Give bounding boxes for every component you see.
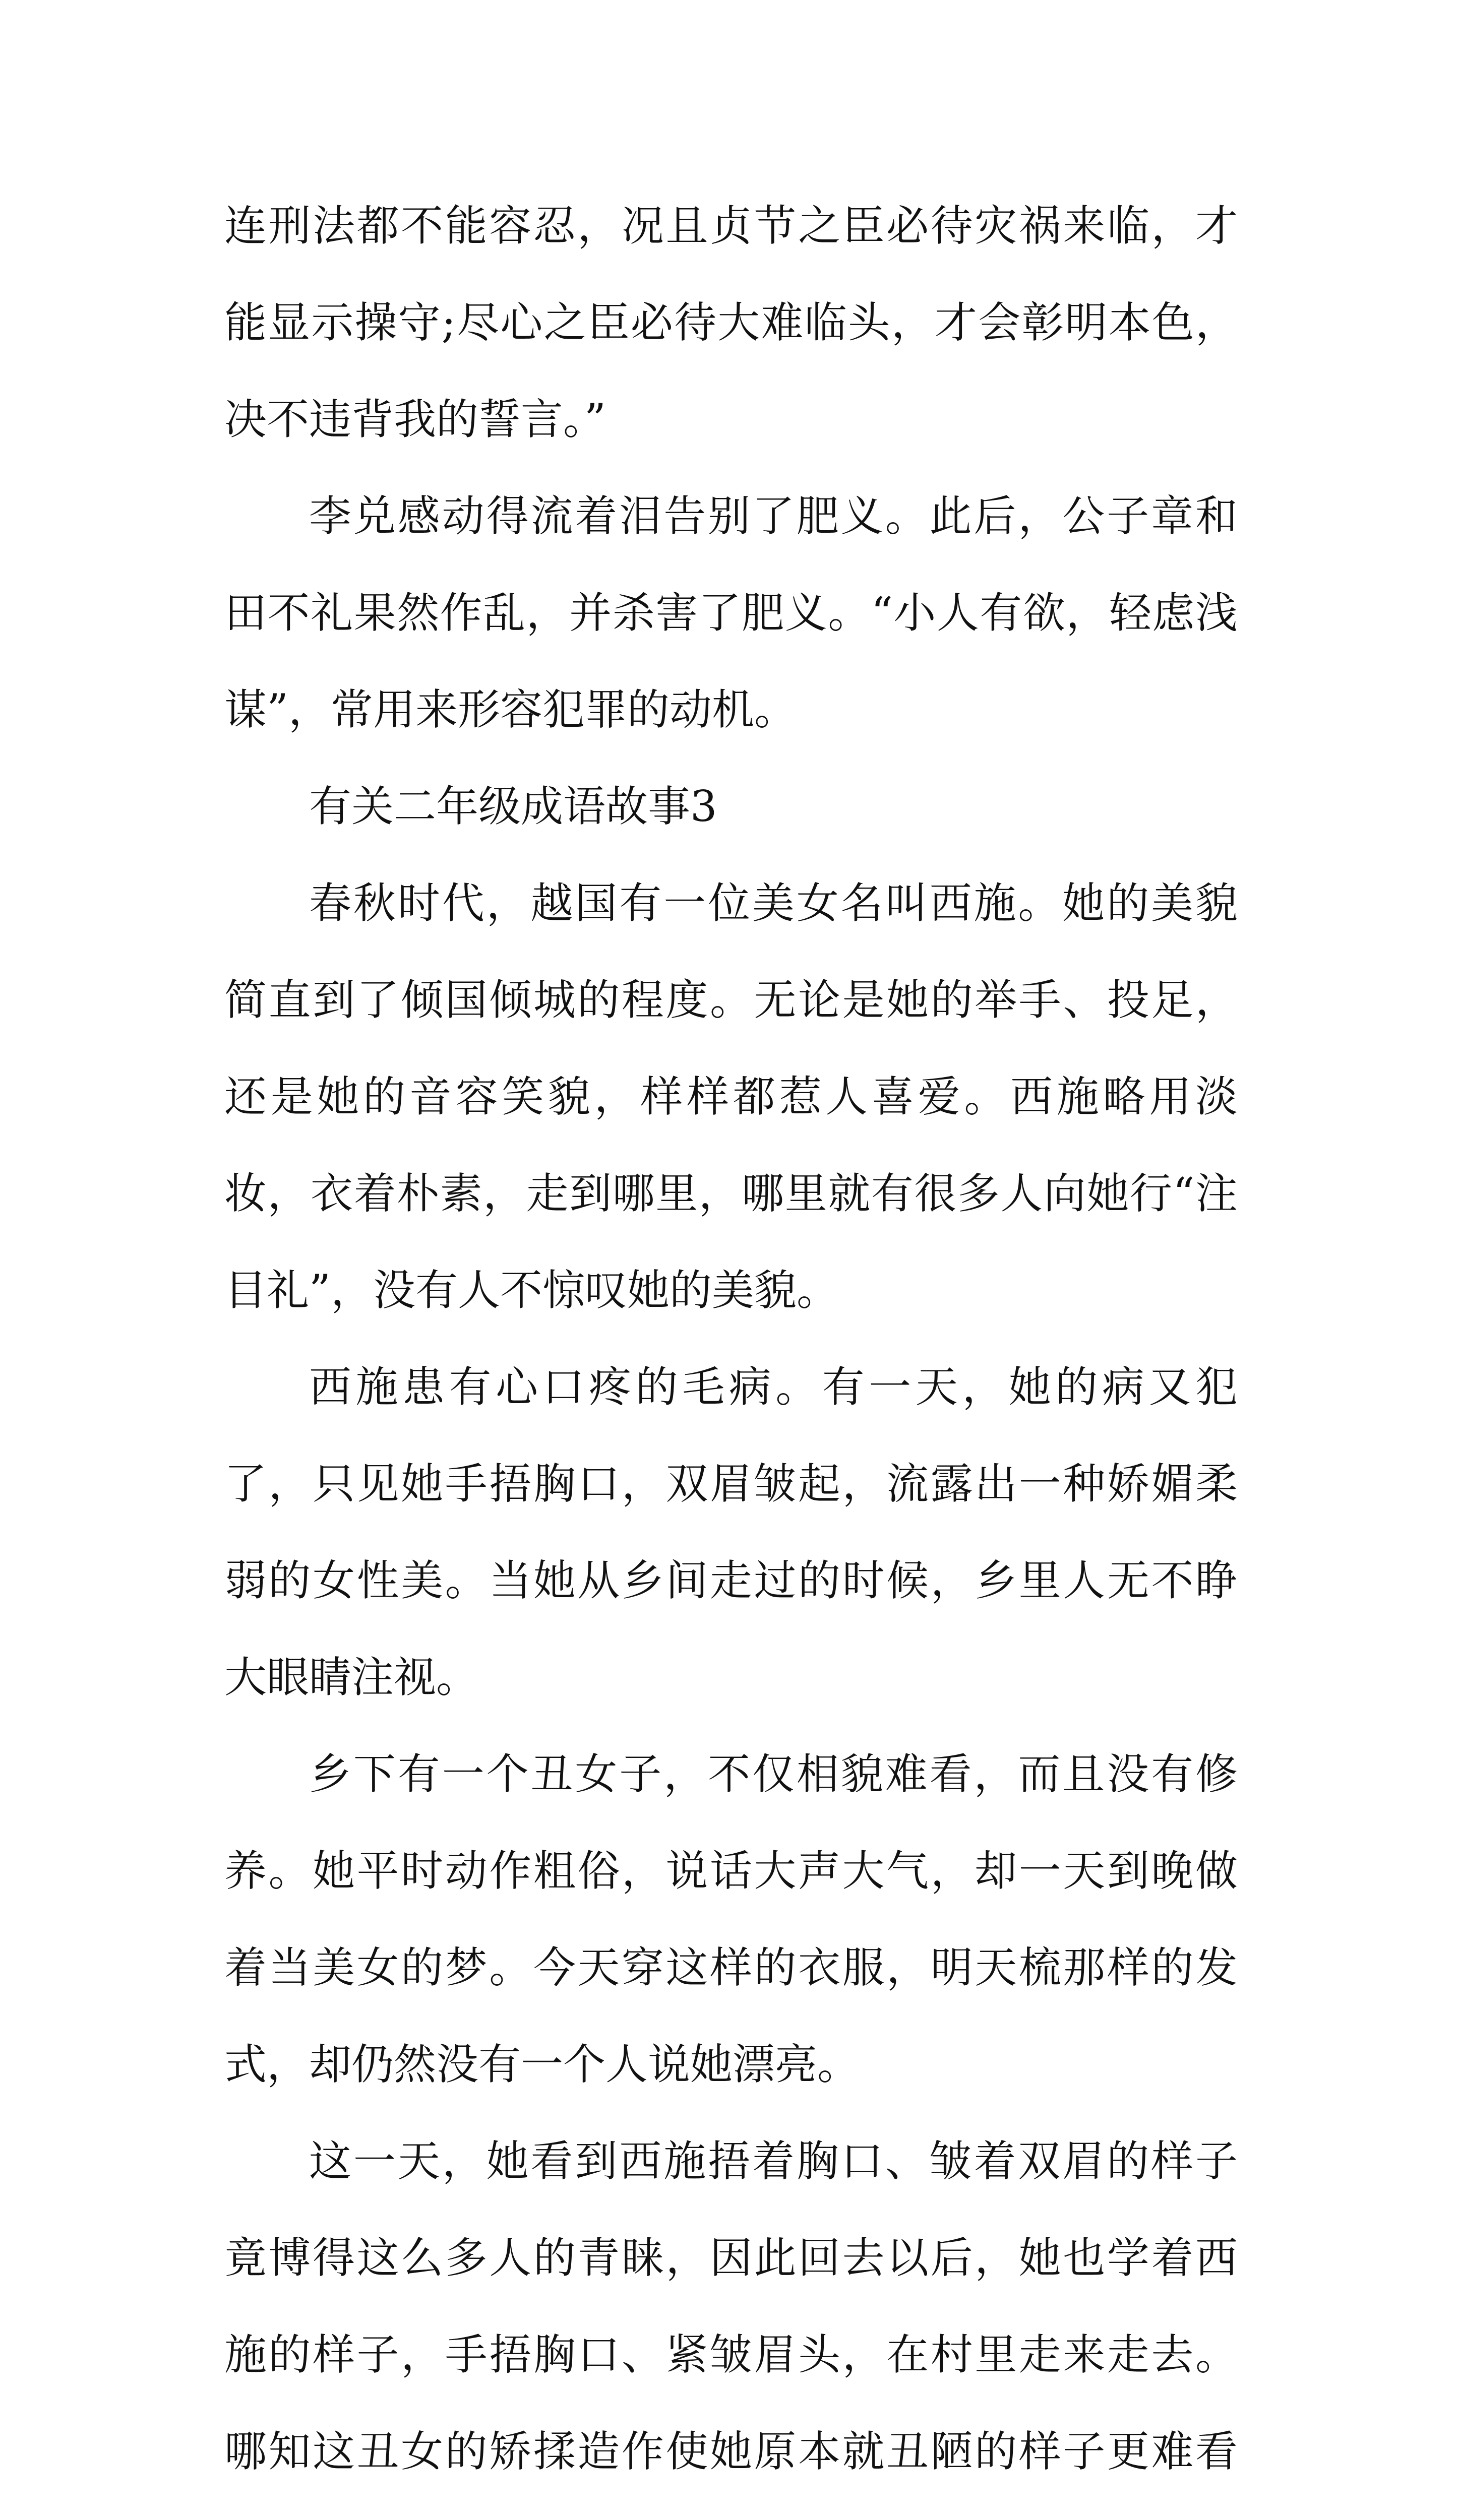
paragraph-3: 春秋时代，越国有一位美女名叫西施。她的美貌简直到了倾国倾城的程度。无论是她的举手、投足，还是她的音容笑貌，样样都惹人喜爱。西施略用淡妆，衣着朴素，走到哪里，哪里就有很多人向她行“注目礼”，没有人不惊叹她的美貌。 bbox=[224, 878, 1238, 1315]
paragraph-2: 李兑感动得流着泪告别了肥义。此后，公子章和田不礼果然作乱，并杀害了肥义。“小人有欲，轻虑浅谋”，常用来形容犯罪的动机。 bbox=[224, 491, 1238, 734]
paragraph-5: 乡下有一个丑女子，不仅相貌难看，而且没有修养。她平时动作粗俗，说话大声大气，却一天到晚做着当美女的梦。今天穿这样的衣服，明天梳那样的发式，却仍然没有一个人说她漂亮。 bbox=[224, 1749, 1238, 2089]
section-heading: 有关二年级成语故事3 bbox=[309, 782, 717, 831]
document-body bbox=[224, 177, 1238, 2520]
paragraph-1: 连刑法都不能容忍，况且贞节之臣必待灾祸来临，才能显示操守;尽心之臣必待大难临头，才会彰明本色，决不违背我的誓言。” bbox=[224, 201, 1238, 444]
paragraph-4: 西施患有心口疼的毛病。有一天，她的病又犯了，只见她手捂胸口，双眉皱起，流露出一种娇媚柔弱的女性美。当她从乡间走过的时候，乡里人无不睁大眼睛注视。 bbox=[224, 1362, 1238, 1702]
paragraph-6: 这一天，她看到西施捂着胸口、皱着双眉的样子竟博得这么多人的青睐，因此回去以后，她也学着西施的样子，手捂胸口、紧皱眉头，在村里走来走去。哪知这丑女的矫揉造作使她原本就丑陋的样子更难看 bbox=[224, 2136, 1238, 2476]
